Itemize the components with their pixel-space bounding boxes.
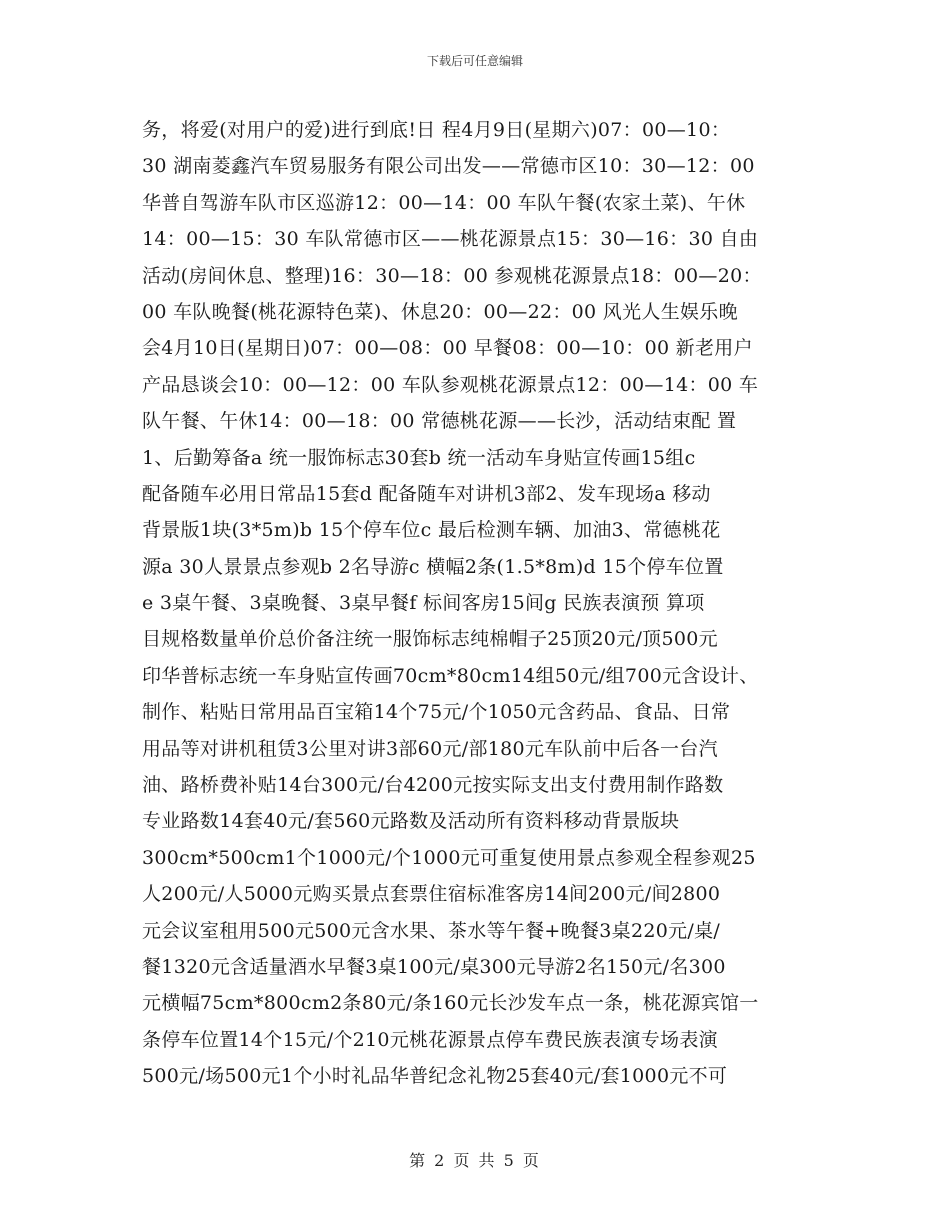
text-line: 源a 30人景景点参观b 2名导游c 横幅2条(1.5*8m)d 15个停车位置 (142, 555, 724, 578)
text-line: 人200元/人5000元购买景点套票住宿标准客房14间200元/间2800 (142, 883, 721, 906)
text-line: 餐1320元含适量酒水早餐3桌100元/桌300元导游2名150元/名300 (142, 955, 726, 978)
text-line: 30 湖南菱鑫汽车贸易服务有限公司出发——常德市区10：30—12：00 (142, 155, 755, 178)
text-line: 油、路桥费补贴14台300元/台4200元按实际支出支付费用制作路数 (142, 774, 724, 797)
text-line: 元横幅75cm*800cm2条80元/条160元长沙发车点一条，桃花源宾馆一 (142, 992, 759, 1015)
text-line: 活动(房间休息、整理)16：30—18：00 参观桃花源景点18：00—20： (142, 264, 762, 287)
page-header-note: 下载后可任意编辑 (426, 54, 523, 68)
text-line: 配备随车必用日常品15套d 配备随车对讲机3部2、发车现场a 移动 (142, 482, 711, 505)
text-line: 产品恳谈会10：00—12：00 车队参观桃花源景点12：00—14：00 车 (142, 373, 759, 396)
text-line: 制作、粘贴日常用品百宝箱14个75元/个1050元含药品、食品、日常 (142, 701, 731, 724)
text-line: 华普自驾游车队市区巡游12：00—14：00 车队午餐(农家土菜)、午休 (142, 191, 746, 214)
text-line: 务，将爱(对用户的爱)进行到底!日 程4月9日(星期六)07：00—10： (142, 119, 731, 141)
document-body (142, 112, 810, 1095)
text-line: 1、后勤筹备a 统一服饰标志30套b 统一活动车身贴宣传画15组c (142, 446, 696, 469)
text-line: 队午餐、午休14：00—18：00 常德桃花源——长沙，活动结束配 置 (142, 410, 737, 433)
text-line: 用品等对讲机租赁3公里对讲3部60元/部180元车队前中后各一台汽 (142, 737, 718, 760)
text-line: 00 车队晚餐(桃花源特色菜)、休息20：00—22：00 风光人生娱乐晚 (142, 300, 738, 323)
text-line: 条停车位置14个15元/个210元桃花源景点停车费民族表演专场表演 (142, 1028, 718, 1051)
text-line: e 3桌午餐、3桌晚餐、3桌早餐f 标间客房15间g 民族表演预 算项 (142, 592, 705, 615)
text-line: 目规格数量单价总价备注统一服饰标志纯棉帽子25顶20元/顶500元 (142, 628, 718, 651)
text-line: 专业路数14套40元/套560元路数及活动所有资料移动背景版块 (142, 810, 680, 833)
text-line: 印华普标志统一车身贴宣传画70cm*80cm14组50元/组700元含设计、 (142, 664, 759, 687)
text-line: 背景版1块(3*5m)b 15个停车位c 最后检测车辆、加油3、常德桃花 (142, 519, 721, 542)
text-line: 元会议室租用500元500元含水果、茶水等午餐+晚餐3桌220元/桌/ (142, 919, 721, 942)
text-line: 14：00—15：30 车队常德市区——桃花源景点15：30—16：30 自由 (142, 228, 759, 251)
text-line: 会4月10日(星期日)07：00—08：00 早餐08：00—10：00 新老用户 (142, 337, 753, 360)
text-line: 300cm*500cm1个1000元/个1000元可重复使用景点参观全程参观25 (142, 846, 756, 869)
text-line: 500元/场500元1个小时礼品华普纪念礼物25套40元/套1000元不可 (142, 1065, 728, 1088)
page-number-footer: 第 2 页 共 5 页 (409, 1151, 541, 1170)
